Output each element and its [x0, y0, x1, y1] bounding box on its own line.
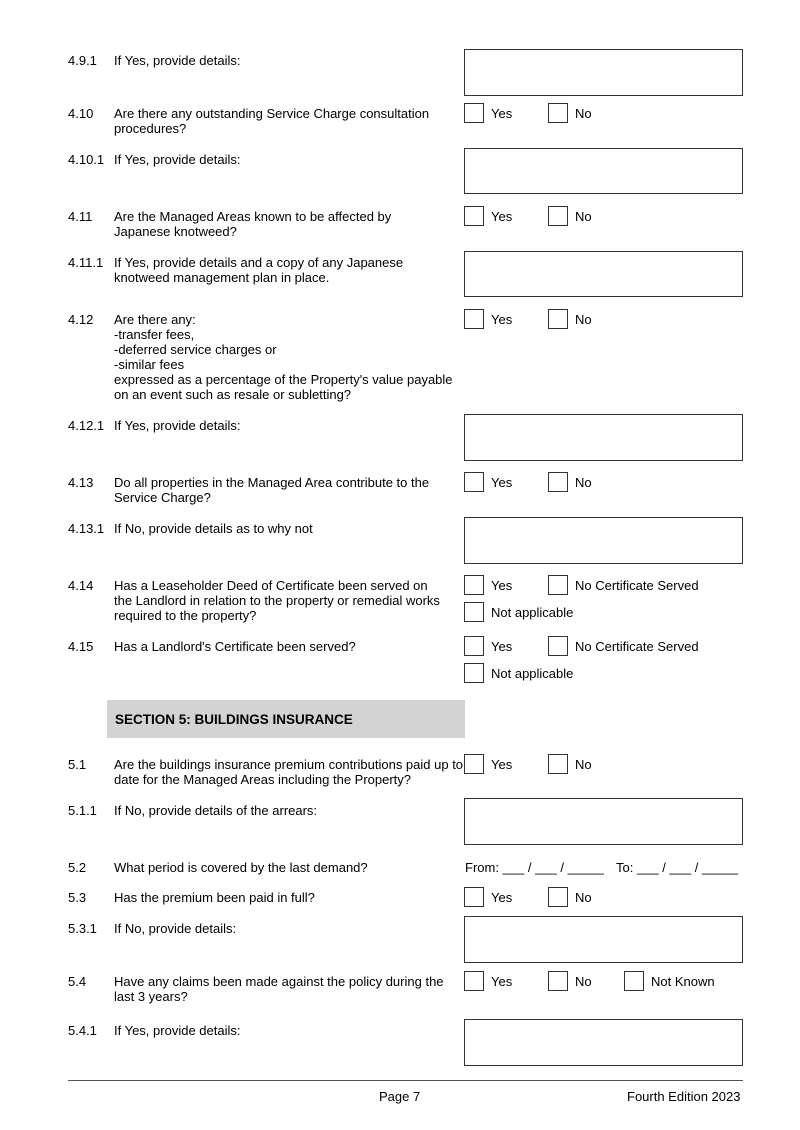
- question-text-line: -deferred service charges or: [114, 342, 277, 357]
- question-text: Has a Leaseholder Deed of Certificate been served on the Landlord in relation to the property or remedial works required to the property?: [114, 578, 440, 623]
- question-text: Has a Landlord's Certificate been served?: [114, 639, 356, 654]
- question-text-line: expressed as a percentage of the Property's value payable: [114, 372, 453, 387]
- question-text: If Yes, provide details:: [114, 53, 241, 68]
- item-number: 4.12: [68, 312, 94, 327]
- details-textbox-4-13-1[interactable]: [464, 517, 743, 564]
- date-to-field[interactable]: To: ___ / ___ / _____: [616, 860, 739, 875]
- no-label: No: [575, 312, 592, 327]
- item-number: 5.3.1: [68, 921, 97, 936]
- item-number: 5.2: [68, 860, 87, 875]
- section-5-header: [107, 700, 465, 738]
- no-label: No: [575, 106, 592, 121]
- item-number: 4.11.1: [68, 255, 104, 270]
- yes-checkbox-5-4[interactable]: [464, 971, 484, 991]
- item-number: 4.9.1: [68, 53, 97, 68]
- no-checkbox-4-13[interactable]: [548, 472, 568, 492]
- yes-label: Yes: [491, 312, 513, 327]
- yes-label: Yes: [491, 475, 513, 490]
- yes-label: Yes: [491, 106, 513, 121]
- yes-checkbox-4-15[interactable]: [464, 636, 484, 656]
- no-checkbox-5-1[interactable]: [548, 754, 568, 774]
- no-certificate-label: No Certificate Served: [575, 578, 699, 593]
- item-number: 5.4.1: [68, 1023, 97, 1038]
- details-textbox-5-3-1[interactable]: [464, 916, 743, 963]
- question-text: If Yes, provide details:: [114, 152, 241, 167]
- item-number: 4.13: [68, 475, 94, 490]
- no-checkbox-5-3[interactable]: [548, 887, 568, 907]
- details-textbox-4-10-1[interactable]: [464, 148, 743, 194]
- yes-label: Yes: [491, 578, 513, 593]
- no-certificate-checkbox-4-14[interactable]: [548, 575, 568, 595]
- item-number: 4.12.1: [68, 418, 105, 433]
- item-number: 5.1: [68, 757, 87, 772]
- page-number: Page 7: [379, 1089, 421, 1104]
- yes-label: Yes: [491, 209, 513, 224]
- no-label: No: [575, 475, 592, 490]
- no-checkbox-4-11[interactable]: [548, 206, 568, 226]
- yes-checkbox-5-1[interactable]: [464, 754, 484, 774]
- no-label: No: [575, 890, 592, 905]
- not-applicable-label: Not applicable: [491, 666, 574, 681]
- yes-label: Yes: [491, 639, 513, 654]
- question-text: Are the Managed Areas known to be affected by Japanese knotweed?: [114, 209, 392, 239]
- details-textbox-5-1-1[interactable]: [464, 798, 743, 845]
- no-label: No: [575, 757, 592, 772]
- yes-checkbox-4-10[interactable]: [464, 103, 484, 123]
- question-text: Are the buildings insurance premium contributions paid up to date for the Managed Areas including the Property?: [114, 757, 464, 787]
- yes-checkbox-4-11[interactable]: [464, 206, 484, 226]
- yes-checkbox-5-3[interactable]: [464, 887, 484, 907]
- not-applicable-checkbox-4-15[interactable]: [464, 663, 484, 683]
- question-text-line: -transfer fees,: [114, 327, 195, 342]
- section-5-title: SECTION 5: BUILDINGS INSURANCE: [115, 712, 353, 727]
- details-textbox-4-11-1[interactable]: [464, 251, 743, 297]
- edition-label: Fourth Edition 2023: [627, 1089, 741, 1104]
- item-number: 4.15: [68, 639, 94, 654]
- question-text: If No, provide details as to why not: [114, 521, 313, 536]
- no-checkbox-5-4[interactable]: [548, 971, 568, 991]
- item-number: 4.10.1: [68, 152, 105, 167]
- details-textbox-4-9-1[interactable]: [464, 49, 743, 96]
- item-number: 4.11: [68, 209, 93, 224]
- question-text: If Yes, provide details and a copy of any Japanese knotweed management plan in place.: [114, 255, 404, 285]
- question-text-line: -similar fees: [114, 357, 185, 372]
- question-text: If Yes, provide details:: [114, 1023, 241, 1038]
- details-textbox-5-4-1[interactable]: [464, 1019, 743, 1066]
- footer-divider: [68, 1080, 743, 1081]
- not-applicable-checkbox-4-14[interactable]: [464, 602, 484, 622]
- question-text: What period is covered by the last demand?: [114, 860, 368, 875]
- yes-checkbox-4-14[interactable]: [464, 575, 484, 595]
- item-number: 4.13.1: [68, 521, 105, 536]
- yes-checkbox-4-13[interactable]: [464, 472, 484, 492]
- item-number: 5.3: [68, 890, 87, 905]
- question-text: If Yes, provide details:: [114, 418, 241, 433]
- question-text: Have any claims been made against the policy during the last 3 years?: [114, 974, 444, 1004]
- no-checkbox-4-10[interactable]: [548, 103, 568, 123]
- question-text: If No, provide details of the arrears:: [114, 803, 318, 818]
- not-known-label: Not Known: [651, 974, 715, 989]
- question-text: Do all properties in the Managed Area contribute to the Service Charge?: [114, 475, 430, 505]
- not-known-checkbox-5-4[interactable]: [624, 971, 644, 991]
- yes-checkbox-4-12[interactable]: [464, 309, 484, 329]
- question-text: Are there any outstanding Service Charge consultation procedures?: [114, 106, 430, 136]
- yes-label: Yes: [491, 890, 513, 905]
- yes-label: Yes: [491, 757, 513, 772]
- no-certificate-checkbox-4-15[interactable]: [548, 636, 568, 656]
- no-certificate-label: No Certificate Served: [575, 639, 699, 654]
- date-from-field[interactable]: From: ___ / ___ / _____: [465, 860, 604, 875]
- not-applicable-label: Not applicable: [491, 605, 574, 620]
- no-checkbox-4-12[interactable]: [548, 309, 568, 329]
- details-textbox-4-12-1[interactable]: [464, 414, 743, 461]
- item-number: 4.10: [68, 106, 94, 121]
- question-text-line: on an event such as resale or subletting?: [114, 387, 352, 402]
- item-number: 4.14: [68, 578, 94, 593]
- no-label: No: [575, 209, 592, 224]
- item-number: 5.1.1: [68, 803, 97, 818]
- no-label: No: [575, 974, 592, 989]
- item-number: 5.4: [68, 974, 87, 989]
- yes-label: Yes: [491, 974, 513, 989]
- question-text: If No, provide details:: [114, 921, 237, 936]
- question-text: Are there any:: [114, 312, 196, 327]
- question-text: Has the premium been paid in full?: [114, 890, 315, 905]
